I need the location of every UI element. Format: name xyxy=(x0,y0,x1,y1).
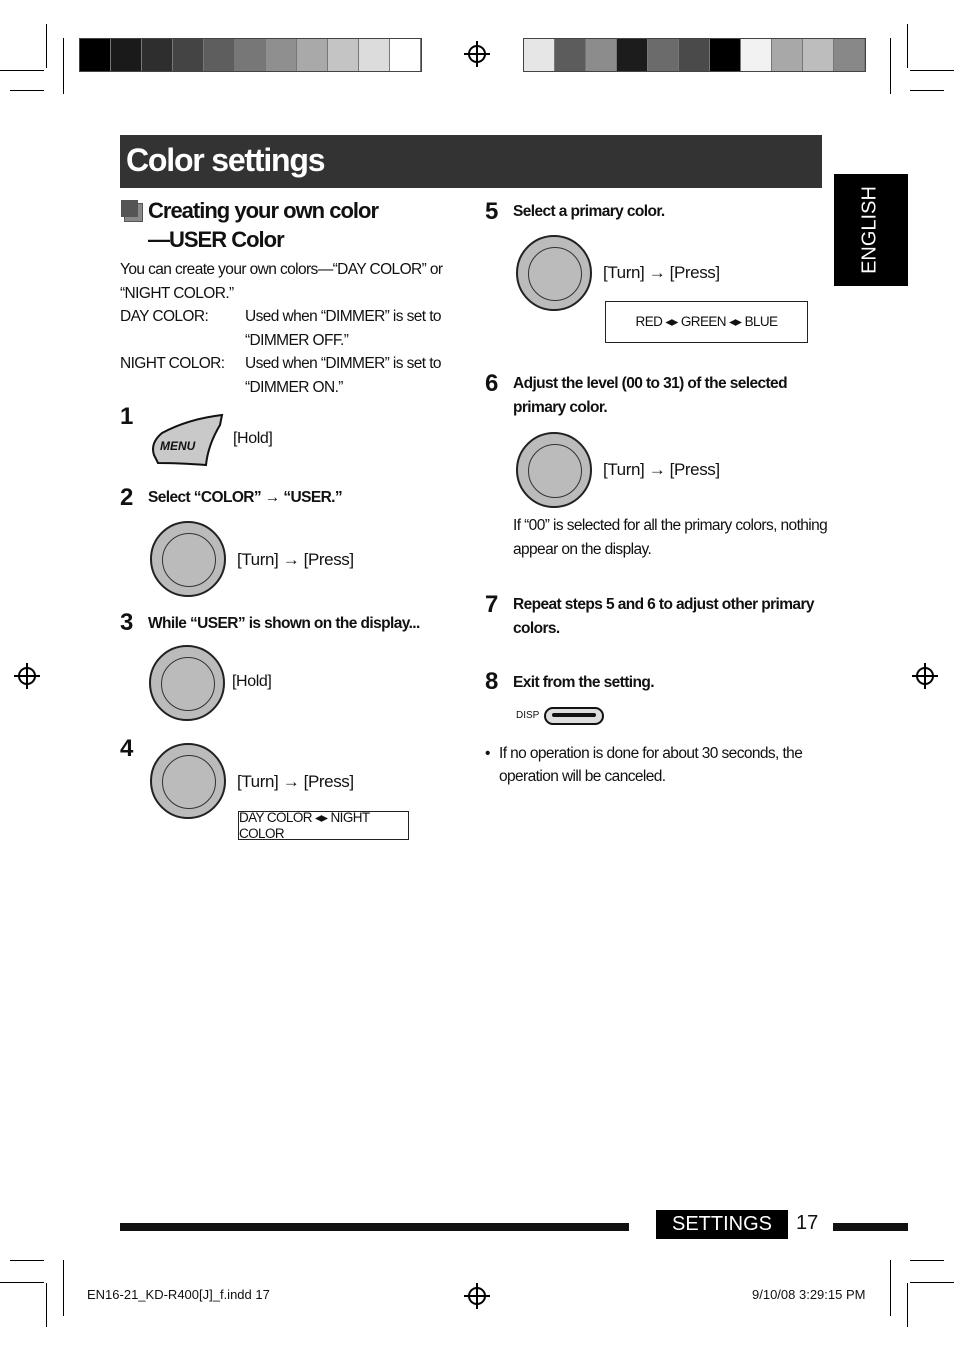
footer-rule xyxy=(120,1223,629,1231)
menu-button-icon xyxy=(148,413,228,474)
color-swatch xyxy=(834,39,865,71)
registration-mark-icon xyxy=(18,667,36,685)
crop-mark xyxy=(910,70,954,71)
intro-text: You can create your own colors—“DAY COLOR” or xyxy=(120,261,443,278)
day-color-desc: “DIMMER OFF.” xyxy=(245,332,349,349)
color-swatch xyxy=(524,39,555,71)
disp-button-icon xyxy=(544,707,604,725)
bullet-note: operation will be canceled. xyxy=(499,768,666,785)
step-instruction: primary color. xyxy=(513,399,608,416)
display-sequence-text: DAY COLOR ◂▸ NIGHT COLOR xyxy=(239,810,370,841)
night-color-desc: “DIMMER ON.” xyxy=(245,379,343,396)
slug-filename: EN16-21_KD-R400[J]_f.indd 17 xyxy=(87,1287,270,1302)
color-swatch xyxy=(266,39,297,71)
color-swatch xyxy=(803,39,834,71)
color-swatch xyxy=(586,39,617,71)
color-swatch xyxy=(142,39,173,71)
intro-text: “NIGHT COLOR.” xyxy=(120,285,234,302)
crop-mark xyxy=(10,1260,44,1261)
step-number: 2 xyxy=(120,484,134,511)
step-action: [Turn] → [Press] xyxy=(603,263,720,282)
color-swatch xyxy=(679,39,710,71)
crop-mark xyxy=(63,1260,64,1316)
color-swatch xyxy=(204,39,235,71)
color-swatch xyxy=(710,39,741,71)
crop-mark xyxy=(0,1282,44,1283)
control-dial-icon xyxy=(150,743,226,819)
step-instruction: colors. xyxy=(513,620,560,637)
color-swatch xyxy=(297,39,328,71)
crop-mark xyxy=(890,38,891,94)
step-action: [Hold] xyxy=(232,673,272,690)
disp-button-label: DISP xyxy=(516,710,540,721)
step-number: 5 xyxy=(485,198,499,225)
crop-mark xyxy=(907,1283,908,1327)
step-action: [Turn] → [Press] xyxy=(237,772,354,791)
step-instruction: While “USER” is shown on the display... xyxy=(148,615,420,632)
color-swatch xyxy=(80,39,111,71)
display-sequence-text: RED ◂▸ GREEN ◂▸ BLUE xyxy=(635,314,778,329)
registration-mark-icon xyxy=(916,667,934,685)
color-swatch xyxy=(555,39,586,71)
step-number: 1 xyxy=(120,403,134,430)
step-instruction: Select a primary color. xyxy=(513,203,665,220)
step-number: 4 xyxy=(120,735,134,762)
color-calibration-bar-left xyxy=(79,38,422,72)
bullet-dot: • xyxy=(485,745,490,762)
step-action: [Hold] xyxy=(233,430,273,447)
crop-mark xyxy=(910,1260,944,1261)
step-number: 6 xyxy=(485,370,499,397)
page-title: Color settings xyxy=(126,142,325,178)
color-swatch xyxy=(617,39,648,71)
crop-mark xyxy=(910,90,944,91)
display-sequence xyxy=(238,811,409,840)
page-number: 17 xyxy=(796,1212,819,1234)
crop-mark xyxy=(46,1283,47,1327)
step-instruction: Repeat steps 5 and 6 to adjust other primary xyxy=(513,596,814,613)
color-swatch xyxy=(328,39,359,71)
menu-button-label: MENU xyxy=(160,439,196,453)
day-color-desc: Used when “DIMMER” is set to xyxy=(245,308,441,325)
step-number: 3 xyxy=(120,609,134,636)
color-swatch xyxy=(772,39,803,71)
color-swatch xyxy=(648,39,679,71)
control-dial-icon xyxy=(150,521,226,597)
slug-timestamp: 9/10/08 3:29:15 PM xyxy=(752,1287,866,1302)
day-color-label: DAY COLOR: xyxy=(120,308,209,325)
language-label: ENGLISH xyxy=(858,186,881,274)
color-swatch xyxy=(111,39,142,71)
color-swatch xyxy=(359,39,390,71)
step-instruction: Exit from the setting. xyxy=(513,674,654,691)
crop-mark xyxy=(63,38,64,94)
color-calibration-bar-right xyxy=(523,38,866,72)
section-bullet-icon xyxy=(121,200,138,217)
crop-mark xyxy=(907,24,908,68)
footer-rule xyxy=(833,1223,908,1231)
crop-mark xyxy=(910,1282,954,1283)
step-action: [Turn] → [Press] xyxy=(237,550,354,569)
bullet-note: If no operation is done for about 30 seconds, the xyxy=(499,745,803,762)
step-note: If “00” is selected for all the primary colors, nothing xyxy=(513,517,828,534)
step-instruction: Adjust the level (00 to 31) of the selected xyxy=(513,375,787,392)
color-swatch xyxy=(390,39,421,71)
color-swatch xyxy=(173,39,204,71)
crop-mark xyxy=(46,24,47,68)
control-dial-icon xyxy=(516,235,592,311)
display-sequence xyxy=(605,301,808,343)
registration-mark-icon xyxy=(468,45,486,63)
crop-mark xyxy=(0,70,44,71)
step-note: appear on the display. xyxy=(513,541,652,558)
night-color-desc: Used when “DIMMER” is set to xyxy=(245,355,441,372)
color-swatch xyxy=(741,39,772,71)
control-dial-icon xyxy=(149,645,225,721)
step-number: 7 xyxy=(485,591,499,618)
crop-mark xyxy=(890,1260,891,1316)
color-swatch xyxy=(235,39,266,71)
section-heading: Creating your own color xyxy=(148,198,379,223)
registration-mark-icon xyxy=(468,1287,486,1305)
section-heading: —USER Color xyxy=(148,227,284,252)
footer-section-label: SETTINGS xyxy=(656,1210,788,1239)
step-action: [Turn] → [Press] xyxy=(603,460,720,479)
control-dial-icon xyxy=(516,432,592,508)
step-instruction: Select “COLOR” → “USER.” xyxy=(148,489,343,506)
step-number: 8 xyxy=(485,668,499,695)
night-color-label: NIGHT COLOR: xyxy=(120,355,225,372)
crop-mark xyxy=(10,90,44,91)
